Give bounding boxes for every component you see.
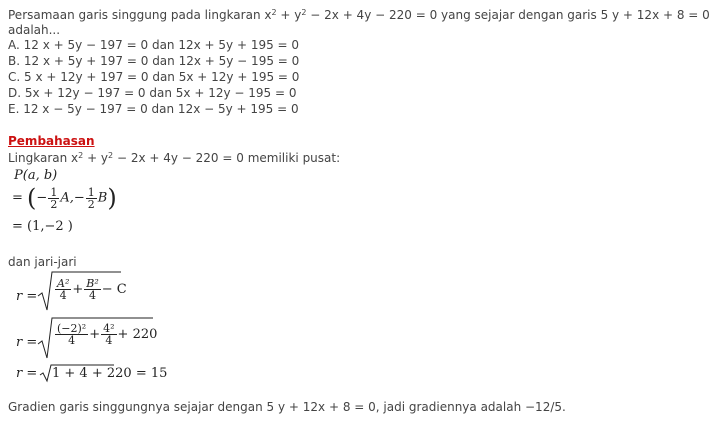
radius-formula-line-3-body: 1 + 4 + 220 = 15 — [52, 366, 168, 381]
option-d: D. 5x + 12y − 197 = 0 dan 5x + 12y − 195 = 0 — [8, 86, 297, 100]
radius-formula-line-2-body: $\frac{\text{(−2)²}}{4}$ + $\frac{\text{4²}}{4}$ + 220 — [57, 322, 158, 347]
center-formula-line-3: = (1,−2 ) — [12, 219, 73, 234]
exponent: 2 — [301, 8, 307, 17]
question-line-1: Persamaan garis singgung pada lingkaran $x^2 + y^2 - 2x + 4y - 220 = 0$ yang sejajar dengan garis 5 y + 12x + 8 = 0 — [8, 8, 710, 22]
radius-formula-line-3-lhs: r = — [16, 366, 38, 381]
fraction-half: $\frac{1}{2}$ — [87, 185, 95, 211]
radius-formula-line-2-lhs: r = — [16, 335, 38, 350]
center-formula-line-1: P(a, b) — [14, 168, 58, 183]
center-formula-line-2: = (− $\frac{1}{2}$ A,− $\frac{1}{2}$ B) — [12, 184, 117, 212]
gradient-text: Gradien garis singgungnya sejajar dengan 5 y + 12x + 8 = 0, jadi gradiennya adalah −12/5. — [8, 400, 566, 414]
option-c: C. 5 x + 12y + 197 = 0 dan 5x + 12y + 195 = 0 — [8, 70, 300, 84]
exponent: 2 — [108, 151, 114, 160]
option-b: B. 12 x + 5y + 197 = 0 dan 12x + 5y − 195 = 0 — [8, 54, 300, 68]
fraction-half: $\frac{1}{2}$ — [50, 185, 58, 211]
radius-formula-line-1-lhs: r = — [16, 289, 38, 304]
radius-formula-line-1-body: $\frac{\text{A²}}{4}$ + $\frac{\text{B²}}{4}$ − C — [57, 277, 127, 302]
exponent: 2 — [271, 8, 277, 17]
question-line-2: adalah... — [8, 23, 61, 37]
option-a: A. 12 x + 5y − 197 = 0 dan 12x + 5y + 195 = 0 — [8, 38, 300, 52]
exponent: 2 — [78, 151, 84, 160]
center-intro: Lingkaran $x^2 + y^2 - 2x + 4y - 220 = 0$ memiliki pusat: — [8, 151, 341, 165]
solution-heading: Pembahasan — [8, 134, 95, 148]
option-e: E. 12 x − 5y − 197 = 0 dan 12x − 5y + 195 = 0 — [8, 102, 299, 116]
radius-label: dan jari-jari — [8, 255, 77, 269]
